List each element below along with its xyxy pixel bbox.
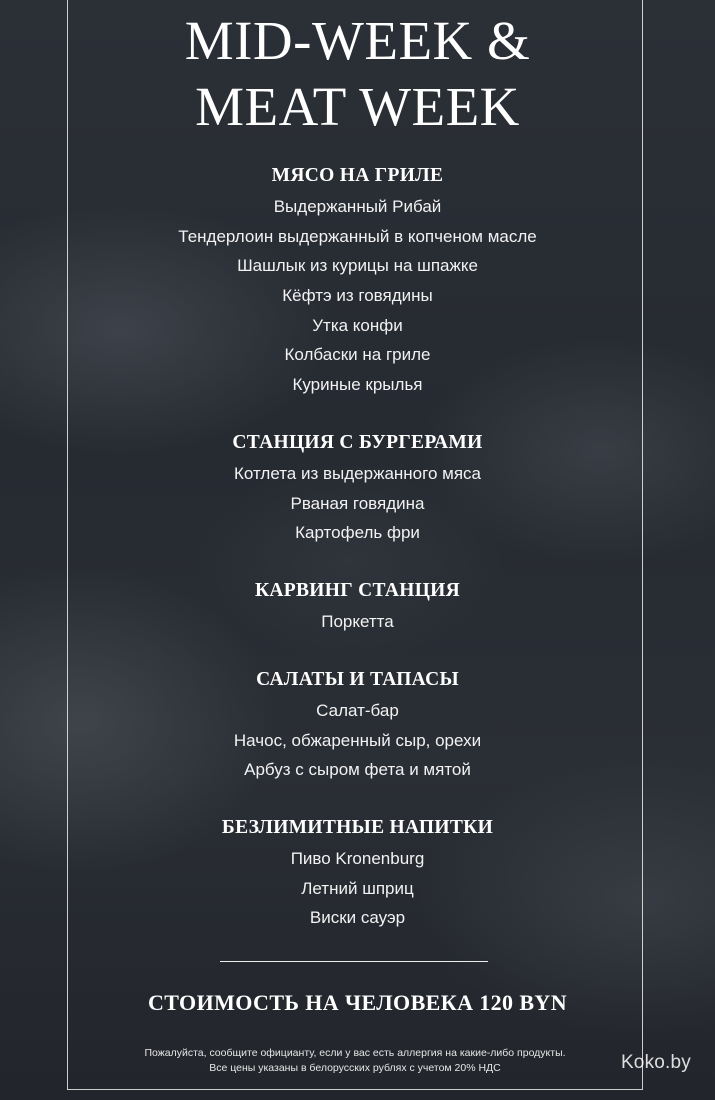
section-drinks	[0, 812, 715, 933]
section-grill	[0, 160, 715, 400]
menu-item: Котлета из выдержанного мяса	[234, 464, 481, 483]
menu-item: Выдержанный Рибай	[273, 197, 442, 216]
section-carving	[0, 575, 715, 637]
section-heading: КАРВИНГ СТАНЦИЯ	[254, 580, 461, 601]
menu-item: Арбуз с сыром фета и мятой	[244, 760, 471, 780]
menu-item: Виски сауэр	[309, 908, 406, 928]
vat-note: Все цены указаны в белорусских рублях с учетом 20% НДС	[209, 1062, 501, 1074]
menu-item: Пиво Kronenburg	[290, 849, 425, 868]
menu-item: Кёфтэ из говядины	[282, 286, 433, 306]
price-per-person: СТОИМОСТЬ НА ЧЕЛОВЕКА 120 BYN	[147, 990, 568, 1015]
menu-item: Колбаски на гриле	[284, 345, 431, 365]
section-salads	[0, 664, 715, 785]
menu-item: Утка конфи	[312, 315, 403, 335]
section-heading: САЛАТЫ И ТАПАСЫ	[256, 669, 459, 690]
menu-item: Летний шприц	[301, 878, 414, 898]
menu-item: Салат-бар	[316, 701, 399, 720]
section-heading: МЯСО НА ГРИЛЕ	[271, 165, 444, 186]
menu-item: Тендерлоин выдержанный в копченом масле	[178, 226, 537, 246]
menu-item: Рваная говядина	[290, 493, 425, 513]
section-heading: СТАНЦИЯ С БУРГЕРАМИ	[232, 432, 483, 453]
menu-item: Куриные крылья	[292, 375, 423, 395]
divider-line	[220, 961, 488, 962]
footer-notes	[67, 1046, 643, 1076]
allergy-note: Пожалуйста, сообщите официанту, если у вас есть аллергия на какие-либо продукты.	[144, 1047, 566, 1059]
menu-title	[0, 8, 715, 140]
menu-item: Начос, обжаренный сыр, орехи	[233, 730, 482, 750]
menu-item: Шашлык из курицы на шпажке	[237, 256, 478, 276]
section-heading: БЕЗЛИМИТНЫЕ НАПИТКИ	[221, 817, 494, 838]
menu-item: Поркетта	[321, 612, 394, 631]
watermark: Koko.by	[620, 1052, 691, 1073]
menu-item: Картофель фри	[295, 523, 420, 543]
title-line-1: MID-WEEK &	[184, 10, 531, 71]
section-burgers	[0, 427, 715, 548]
title-line-2: MEAT WEEK	[195, 76, 520, 137]
